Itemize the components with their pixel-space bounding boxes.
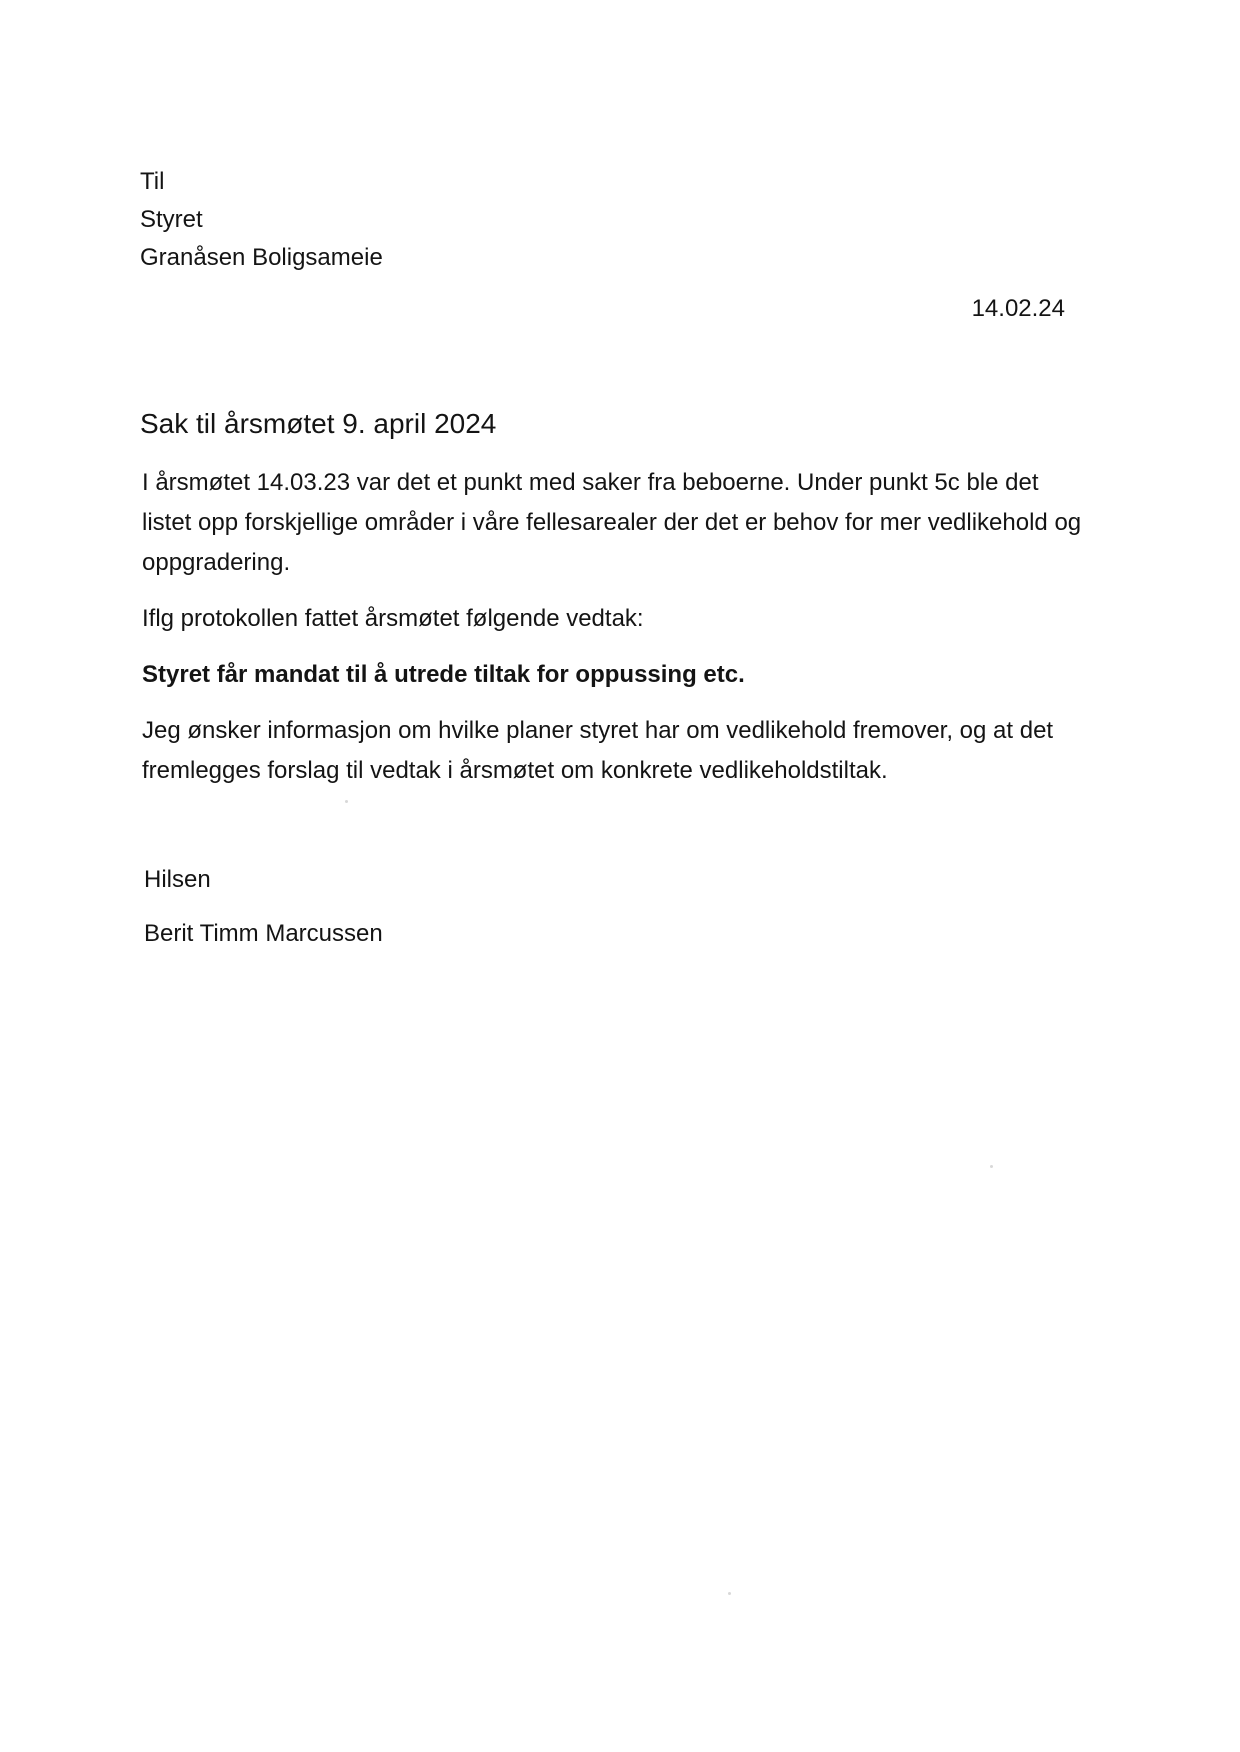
resolution-text: Styret får mandat til å utrede tiltak for oppussing etc. bbox=[142, 661, 745, 688]
paragraph-protocol: Iflg protokollen fattet årsmøtet følgende vedtak: bbox=[142, 605, 644, 632]
paragraph-request: Jeg ønsker informasjon om hvilke planer styret har om vedlikehold fremover, og at det fremlegges forslag til vedtak i årsmøtet om konkrete vedlikeholdstiltak. bbox=[142, 717, 1054, 784]
letter-date: 14.02.24 bbox=[971, 295, 1065, 322]
signature-name: Berit Timm Marcussen bbox=[144, 920, 383, 947]
scan-speck bbox=[345, 800, 348, 803]
closing-greeting: Hilsen bbox=[144, 866, 211, 893]
scan-speck bbox=[990, 1165, 993, 1168]
recipient-to-label: Til bbox=[140, 168, 165, 195]
recipient-line-2: Granåsen Boligsameie bbox=[140, 244, 383, 271]
recipient-line-1: Styret bbox=[140, 206, 203, 233]
paragraph-intro: I årsmøtet 14.03.23 var det et punkt med saker fra beboerne. Under punkt 5c ble det listet opp forskjellige områder i våre fellesarealer der det er behov for mer vedlikehold og oppgradering. bbox=[142, 469, 1082, 576]
letter-title: Sak til årsmøtet 9. april 2024 bbox=[140, 408, 497, 439]
scan-speck bbox=[728, 1592, 731, 1595]
